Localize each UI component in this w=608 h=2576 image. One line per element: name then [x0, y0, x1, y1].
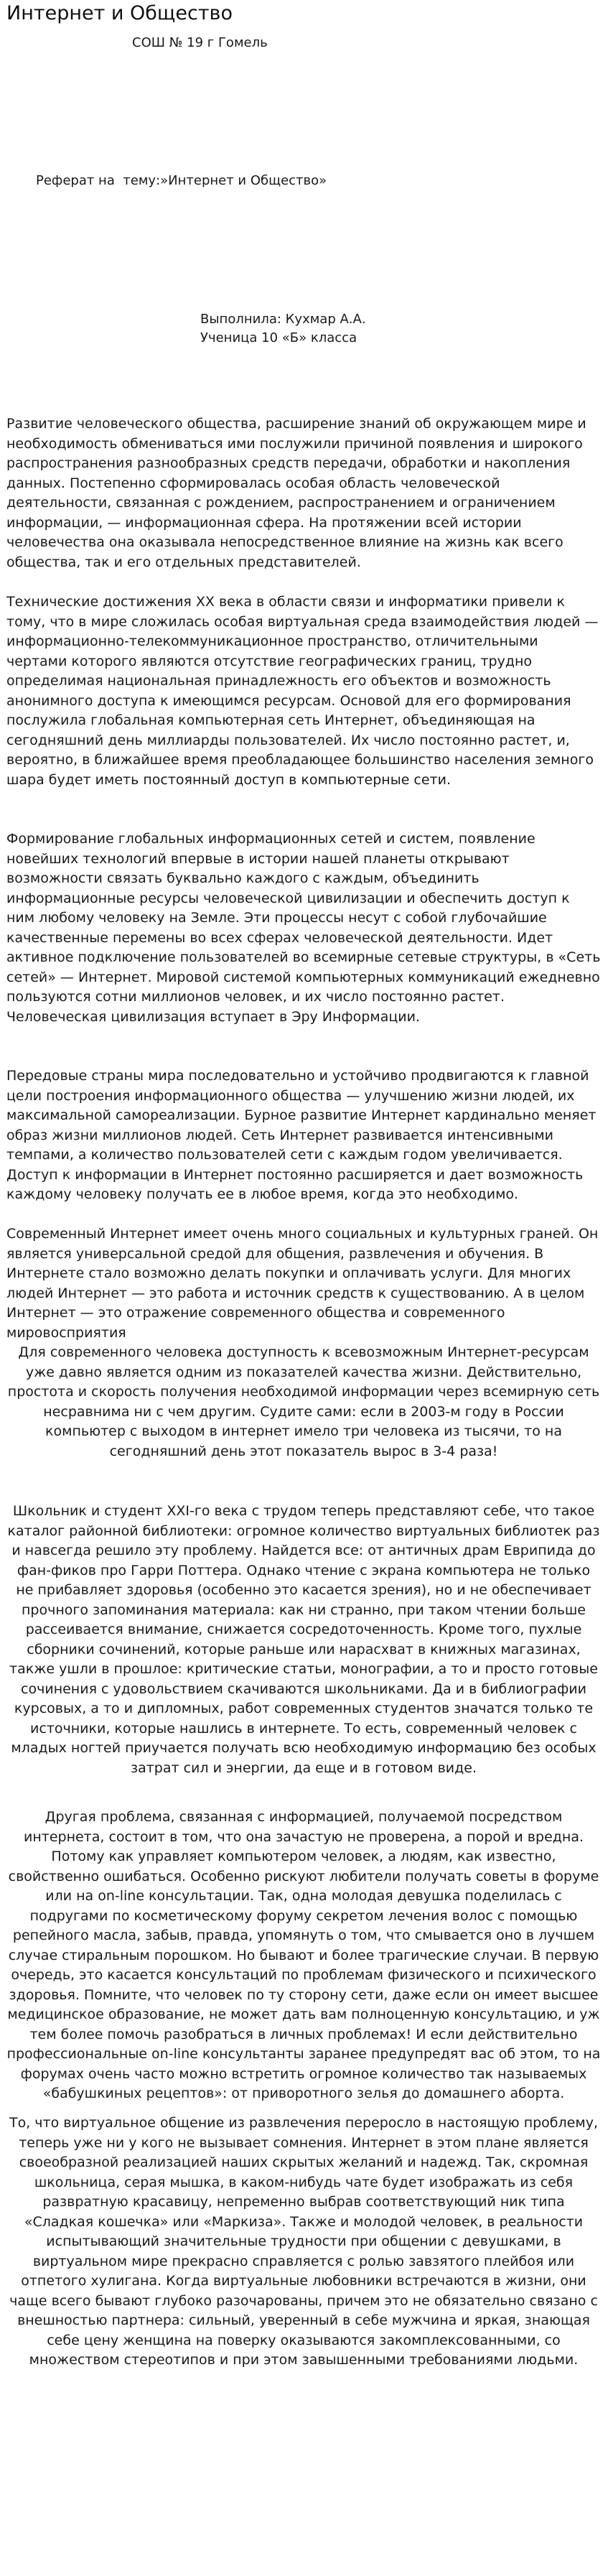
paragraph: Передовые страны мира последовательно и устойчиво продвигаются к главной цели построения информационного общества — улучшению жизни людей, их максимальной самореализации. Бурное развитие Интернет кардинально меняет образ жизни миллионов людей. Сеть Интернет развивается интенсивными темпами, а количество пользователей сети с каждым годом увеличивается. Доступ к информации в Интернет постоянно расширяется и дает возможность каждому человеку получать ее в любое время, когда это необходимо.: [6, 1068, 597, 1202]
paragraph: Школьник и студент XXI-го века с трудом теперь представляют себе, что такое каталог районной библиотеки: огромное количество виртуальных библиотек раз и навсегда решило эту проблему. Найдется все: от античных драм Еврипида до фан-фиков про Гарри Поттера. Однако чтение с экрана компьютера не только не прибавляет здоровья (особенно это касается зрения), но и не обеспечивает прочного запоминания материала: как ни странно, при таком чтении больше рассеивается внимание, снижается сосредоточенность. Кроме того, пухлые сборники сочинений, которые раньше или нарасхват в книжных магазинах, также ушли в прошлое: критические статьи, монографии, а то и просто готовые сочинения с удовольствием скачиваются школьниками. Да и в библиографии курсовых, а то и дипломных, работ современных студентов значатся только те источники, которые нашлись в интернете. То есть, современный человек с младых ногтей приучается получать всю необходимую информацию без особых затрат сил и энергии, да еще и в готовом виде.: [7, 1503, 600, 1776]
essay-topic: Реферат на тему:»Интернет и Общество»: [36, 173, 327, 188]
paragraph: То, что виртуальное общение из развлечения переросло в настоящую проблему, теперь уже ни у кого не вызывает сомнения. Интернет в этом плане является своеобразной реализацией наших скрытых желаний и надежд. Так, скромная школьница, серая мышка, в каком-нибудь чате будет изображать из себя развратную красавицу, непременно выбрав соответствующий ник типа «Сладкая кошечка» или «Маркиза». Также и молодой человек, в реальности испытывающий значительные трудности при общении с девушками, в виртуальном мире прекрасно справляется с ролью завзятого плейбоя или отпетого хулигана. Когда виртуальные любовники встречаются в жизни, они чаще всего бывают глубоко разочарованы, причем это не обязательно связано с внешностью партнера: сильный, уверенный в себе мужчина и яркая, знающая себе цену женщина на поверку оказываются закомплексованными, со множеством стереотипов и при этом завышенными требованиями людьми.: [9, 2115, 598, 2368]
paragraph: Для современного человека доступность к всевозможным Интернет-ресурсам уже давно является одним из показателей качества жизни. Действительно, простота и скорость получения необходимой информации через всемирную сеть несравнима ни с чем другим. Судите сами: если в 2003-м году в России компьютер с выходом в интернет имело три человека из тысячи, то на сегодняшний день этот показатель вырос в 3-4 раза!: [7, 1344, 600, 1459]
paragraph: Технические достижения XX века в области связи и информатики привели к тому, что в мире сложилась особая виртуальная среда взаимодействия людей — информационно-телекоммуникационное пространство, отличительными чертами которого являются отсутствие географических границ, трудно определимая национальная принадлежность его объектов и возможность анонимного доступа к имеющимся ресурсам. Основой для его формирования послужила глобальная компьютерная сеть Интернет, объединяющая на сегодняшний день миллиарды пользователей. Их число постоянно растет, и, вероятно, в ближайшее время преобладающее большинство населения земного шара будет иметь постоянный доступ в компьютерные сети.: [6, 594, 599, 788]
author-block: [200, 310, 366, 348]
school-name: СОШ № 19 г Гомель: [132, 35, 268, 50]
author-name: Выполнила: Кухмар А.А.: [200, 312, 366, 327]
paragraph: Другая проблема, связанная с информацией, получаемой посредством интернета, состоит в том, что она зачастую не проверена, а порой и вредна. Потому как управляет компьютером человек, а людям, как известно, свойственно ошибаться. Особенно рискуют любители получать советы в форуме или на on-line консультации. Так, одна молодая девушка поделилась с подругами по косметическому форуму секретом лечения волос с помощью репейного масла, забыв, правда, упомянуть о том, что смывается оно в лучшем случае стиральным порошком. Но бывают и более трагические случаи. В первую очередь, это касается консультаций по проблемам физического и психического здоровья. Помните, что человек по ту сторону сети, даже если он имеет высшее медицинское образование, не может дать вам полноценную консультацию, и уж тем более помочь разобраться в личных проблемах! И если действительно профессиональные on-line консультанты заранее предупредят вас об этом, то на форумах очень часто можно встретить огромное количество так называемых «бабушкиных рецептов»: от приворотного зелья до домашнего аборта.: [6, 1809, 601, 2101]
document-title: Интернет и Общество: [6, 2, 233, 24]
paragraph: Формирование глобальных информационных сетей и систем, появление новейших технологий впервые в истории нашей планеты открывают возможности связать буквально каждого с каждым, объединить информационные ресурсы человеческой цивилизации и обеспечить доступ к ним любому человеку на Земле. Эти процессы несут с собой глубочайшие качественные перемены во всех сферах человеческой деятельности. Идет активное подключение пользователей во всемирные сетевые структуры, в «Сеть сетей» — Интернет. Мировой системой компьютерных коммуникаций ежедневно пользуются сотни миллионов человек, и их число постоянно растет. Человеческая цивилизация вступает в Эру Информации.: [6, 831, 601, 1025]
paragraph: Развитие человеческого общества, расширение знаний об окружающем мире и необходимость обмениваться ими послужили причиной появления и широкого распространения разнообразных средств передачи, обработки и накопления данных. Постепенно сформировалась особая область человеческой деятельности, связанная с рождением, распространением и ограничением информации, — информационная сфера. На протяжении всей истории человечества она оказывала непосредственное влияние на жизнь как всего общества, так и его отдельных представителей.: [6, 416, 586, 570]
author-class: Ученица 10 «Б» класса: [200, 330, 357, 345]
paragraph: Современный Интернет имеет очень много социальных и культурных граней. Он является универсальной средой для общения, развлечения и обучения. В Интернете стало возможно делать покупки и оплачивать услуги. Для многих людей Интернет — это работа и источник средств к существованию. А в целом Интернет — это отражение современного общества и современного мировосприятия: [6, 1226, 599, 1341]
